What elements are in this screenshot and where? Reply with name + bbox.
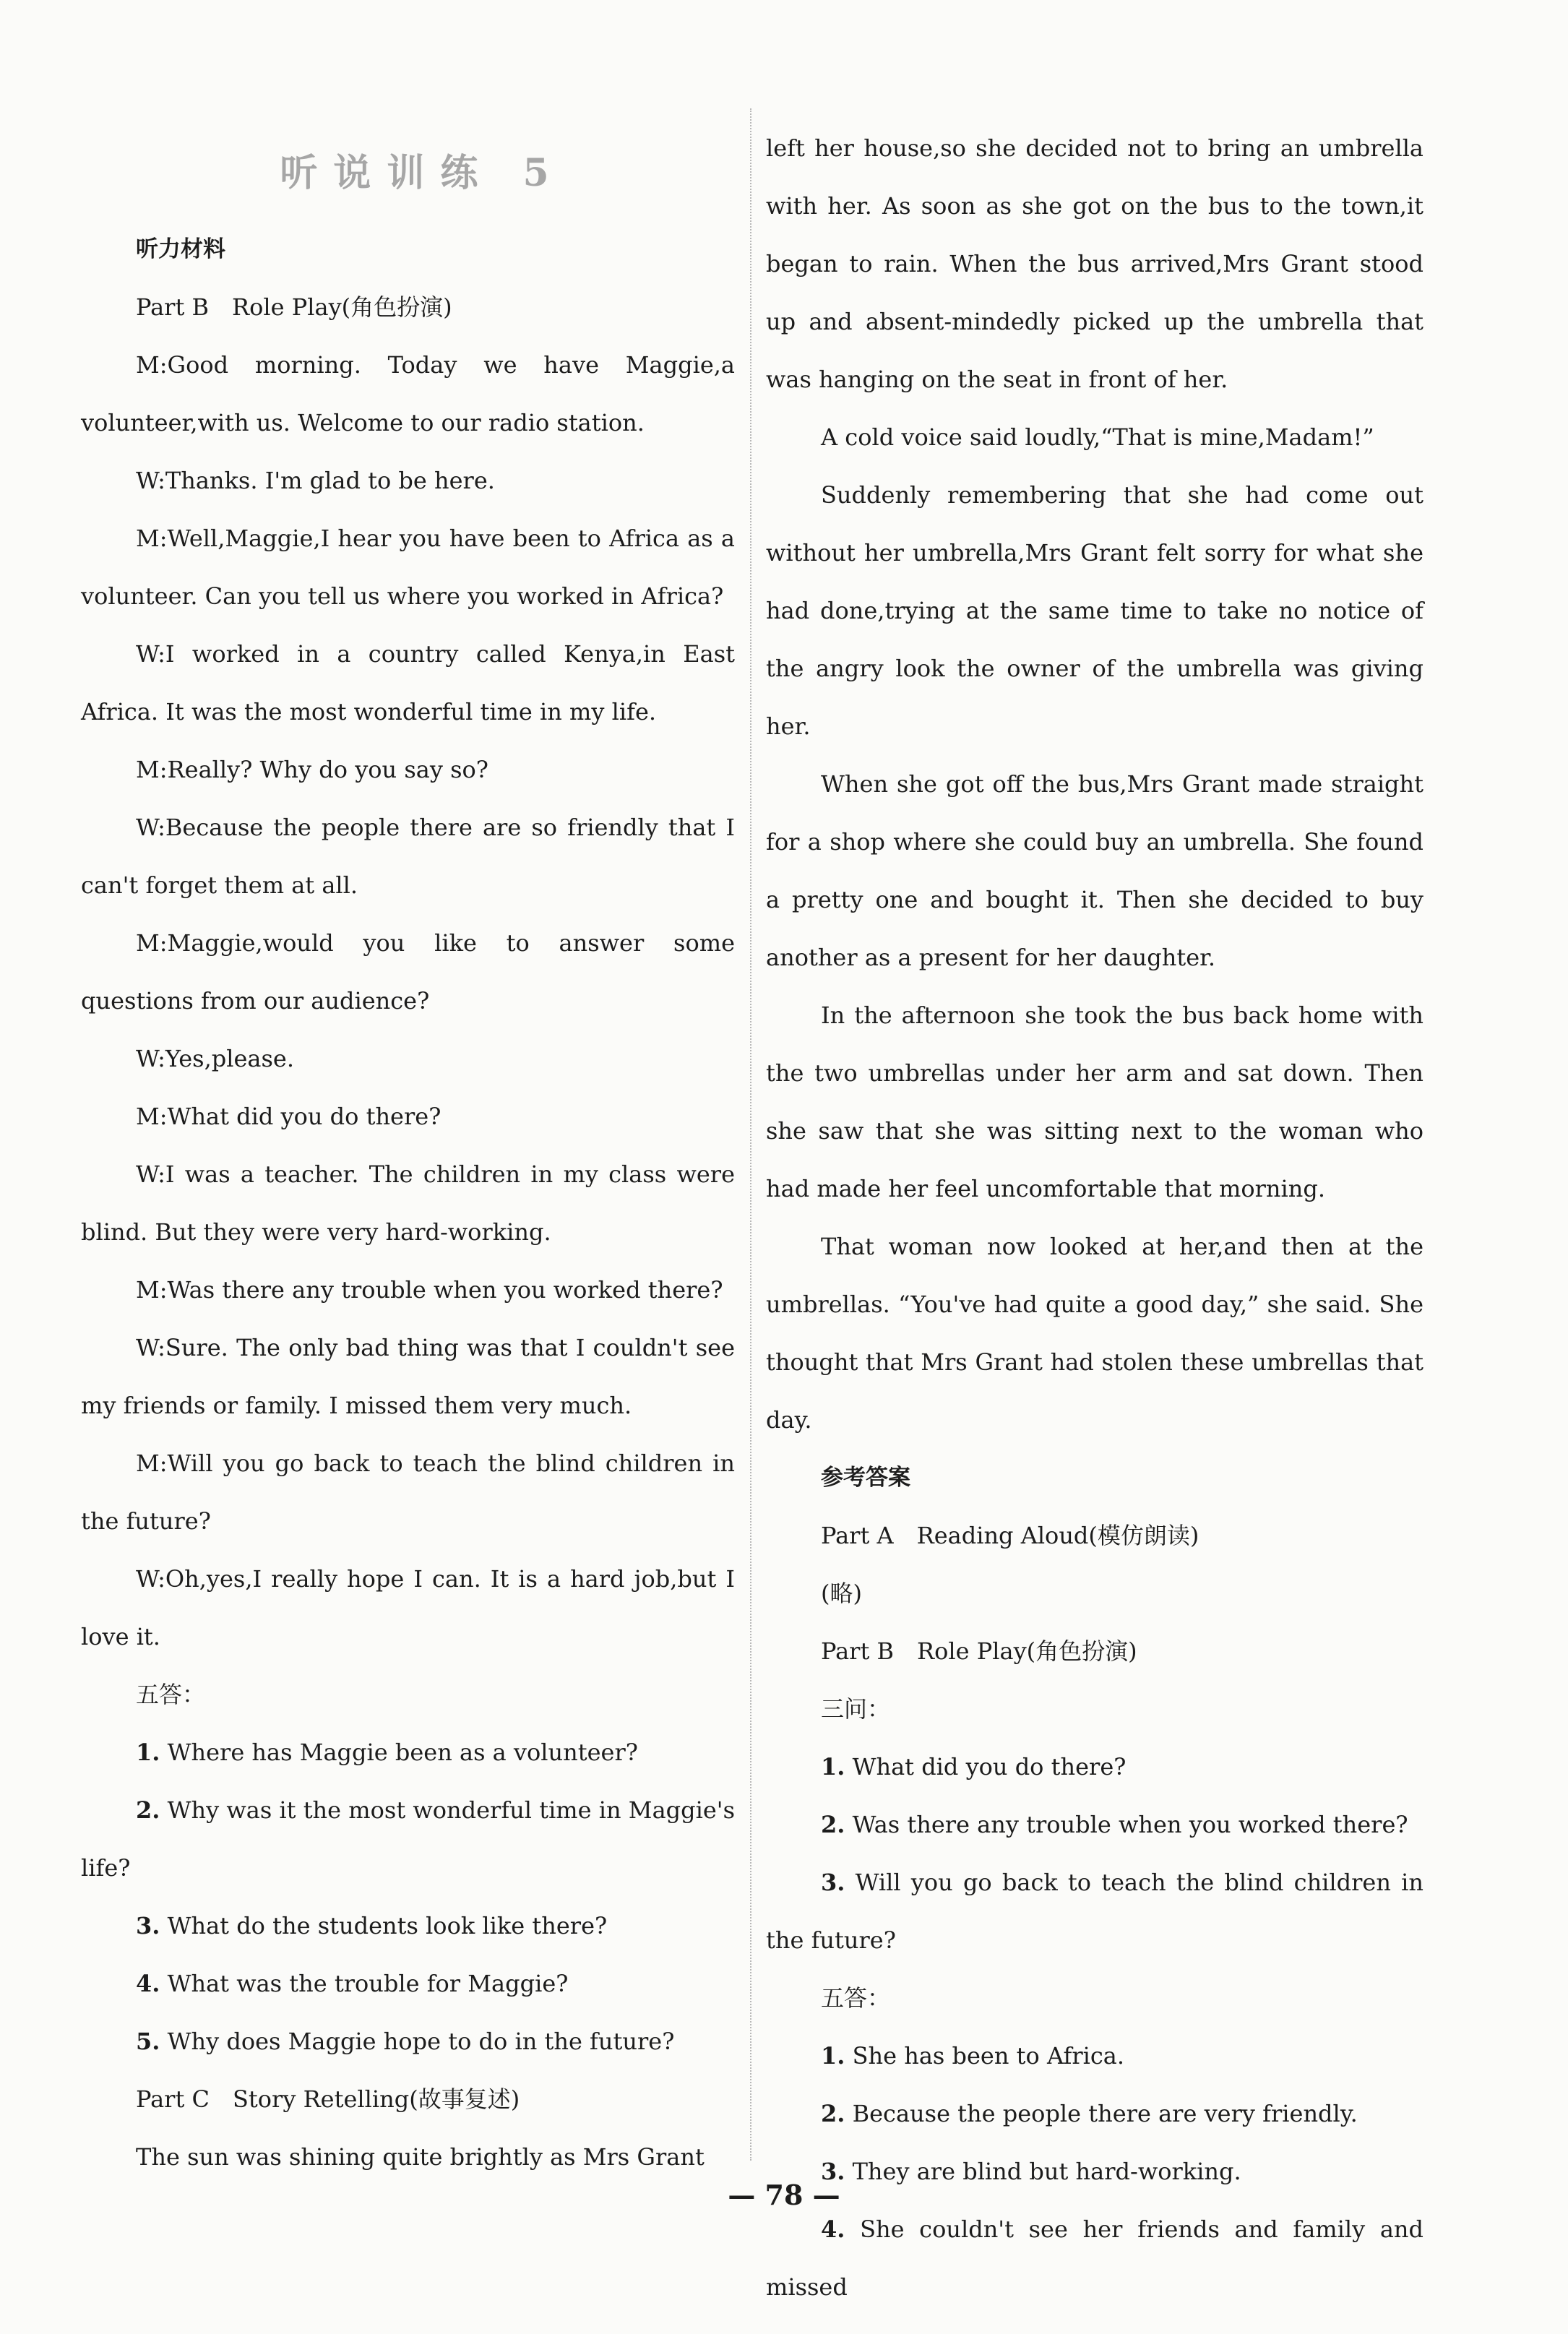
answer-text: She has been to Africa. — [852, 2042, 1125, 2070]
question-item — [81, 1955, 735, 2012]
omitted-note: (略) — [821, 1580, 862, 1607]
question-item — [81, 1781, 735, 1897]
dialogue-line: W:I worked in a country called Kenya,in East Africa. It was the most wonderful time in my life. — [81, 640, 735, 725]
answer-number: 4. — [821, 2215, 845, 2243]
question-number: 1. — [136, 1739, 160, 1766]
question-text: Why does Maggie hope to do in the future? — [167, 2028, 675, 2055]
question-number: 4. — [136, 1970, 160, 1997]
part-a-label: Part A Reading Aloud(模仿朗读) — [821, 1522, 1199, 1549]
story-start: The sun was shining quite brightly as Mrs Grant — [136, 2143, 705, 2171]
story-paragraph: Suddenly remembering that she had come out without her umbrella,Mrs Grant felt sorry for what she had done,trying at the same time to take no notice of the angry look the owner of the umbrella was giving her. — [766, 481, 1423, 740]
story-paragraph: In the afternoon she took the bus back home with the two umbrellas under her arm and sat down. Then she saw that she was sitting next to the woman who had made her feel uncomfortable that morning. — [766, 1002, 1423, 1202]
question-text: Why was it the most wonderful time in Maggie's life? — [81, 1796, 736, 1882]
five-answers-label: 五答： — [821, 1984, 891, 2012]
answer-number: 1. — [821, 2042, 845, 2070]
dialogue-line: M:What did you do there? — [136, 1103, 441, 1130]
question-text: What was the trouble for Maggie? — [167, 1970, 569, 1997]
story-paragraph: A cold voice said loudly,“That is mine,Madam!” — [821, 423, 1374, 451]
question-item — [81, 2012, 735, 2070]
answer-text: She couldn't see her friends and family and missed — [766, 2215, 1424, 2301]
dialogue-line: M:Maggie,would you like to answer some questions from our audience? — [81, 929, 735, 1015]
answer-number: 2. — [821, 2100, 845, 2127]
answer-text: Because the people there are very friendly. — [852, 2100, 1358, 2127]
five-answers-label: 五答： — [136, 1681, 206, 1708]
dialogue-line: W:Thanks. I'm glad to be here. — [136, 467, 495, 494]
answer-item — [766, 2085, 1423, 2143]
question-number: 3. — [821, 1869, 845, 1896]
dialogue-line: M:Good morning. Today we have Maggie,a volunteer,with us. Welcome to our radio station. — [81, 351, 735, 436]
heading-listening-material: 听力材料 — [136, 236, 225, 262]
answer-item — [766, 2200, 1423, 2316]
dialogue-line: M:Really? Why do you say so? — [136, 756, 488, 783]
question-item — [766, 1738, 1423, 1796]
question-text: Where has Maggie been as a volunteer? — [167, 1739, 638, 1766]
question-item — [766, 1853, 1423, 1969]
left-column — [81, 119, 735, 2186]
answer-item — [766, 2027, 1423, 2085]
right-column — [766, 119, 1423, 2316]
story-paragraph: left her house,so she decided not to bring an umbrella with her. As soon as she got on the bus to the town,it began to rain. When the bus arrived,Mrs Grant stood up and absent-mindedly picked up the umbrella that was hanging on the seat in front of her. — [766, 134, 1423, 393]
dialogue-line: M:Was there any trouble when you worked there? — [136, 1276, 723, 1304]
answer-text: They are blind but hard-working. — [852, 2158, 1241, 2185]
question-text: Was there any trouble when you worked there? — [852, 1811, 1408, 1838]
answer-number: 3. — [821, 2158, 845, 2185]
column-divider — [750, 108, 751, 2161]
question-number: 2. — [136, 1796, 160, 1824]
part-b-label: Part B Role Play(角色扮演) — [821, 1637, 1137, 1665]
three-questions-label: 三问： — [821, 1695, 891, 1723]
question-item — [81, 1897, 735, 1955]
dialogue-line: W:I was a teacher. The children in my class were blind. But they were very hard-working. — [81, 1160, 735, 1246]
story-paragraph: When she got off the bus,Mrs Grant made straight for a shop where she could buy an umbrella. She found a pretty one and bought it. Then she decided to buy another as a present for her daughter. — [766, 770, 1423, 971]
dialogue-line: W:Because the people there are so friendly that I can't forget them at all. — [81, 814, 735, 899]
story-paragraph: That woman now looked at her,and then at the umbrellas. “You've had quite a good day,” she said. She thought that Mrs Grant had stolen these umbrellas that day. — [766, 1233, 1423, 1434]
heading-reference-answers: 参考答案 — [821, 1465, 910, 1491]
question-number: 1. — [821, 1753, 845, 1780]
part-b-label: Part B Role Play(角色扮演) — [136, 293, 452, 321]
page-number: — 78 — — [728, 2179, 840, 2211]
dialogue-line: W:Yes,please. — [136, 1045, 295, 1072]
question-number: 2. — [821, 1811, 845, 1838]
part-c-label: Part C Story Retelling(故事复述) — [136, 2085, 520, 2113]
page-title: 听说训练 5 — [280, 151, 565, 195]
question-item — [81, 1723, 735, 1781]
question-text: What did you do there? — [852, 1753, 1127, 1780]
question-number: 5. — [136, 2028, 160, 2055]
dialogue-line: W:Sure. The only bad thing was that I couldn't see my friends or family. I missed them very much. — [81, 1334, 735, 1419]
dialogue-line: W:Oh,yes,I really hope I can. It is a hard job,but I love it. — [81, 1565, 735, 1650]
question-text: Will you go back to teach the blind children in the future? — [766, 1869, 1424, 1954]
dialogue-line: M:Well,Maggie,I hear you have been to Africa as a volunteer. Can you tell us where you worked in Africa? — [81, 525, 735, 610]
question-item — [766, 1796, 1423, 1853]
dialogue-line: M:Will you go back to teach the blind children in the future? — [81, 1450, 735, 1535]
question-text: What do the students look like there? — [167, 1912, 608, 1939]
question-number: 3. — [136, 1912, 160, 1939]
